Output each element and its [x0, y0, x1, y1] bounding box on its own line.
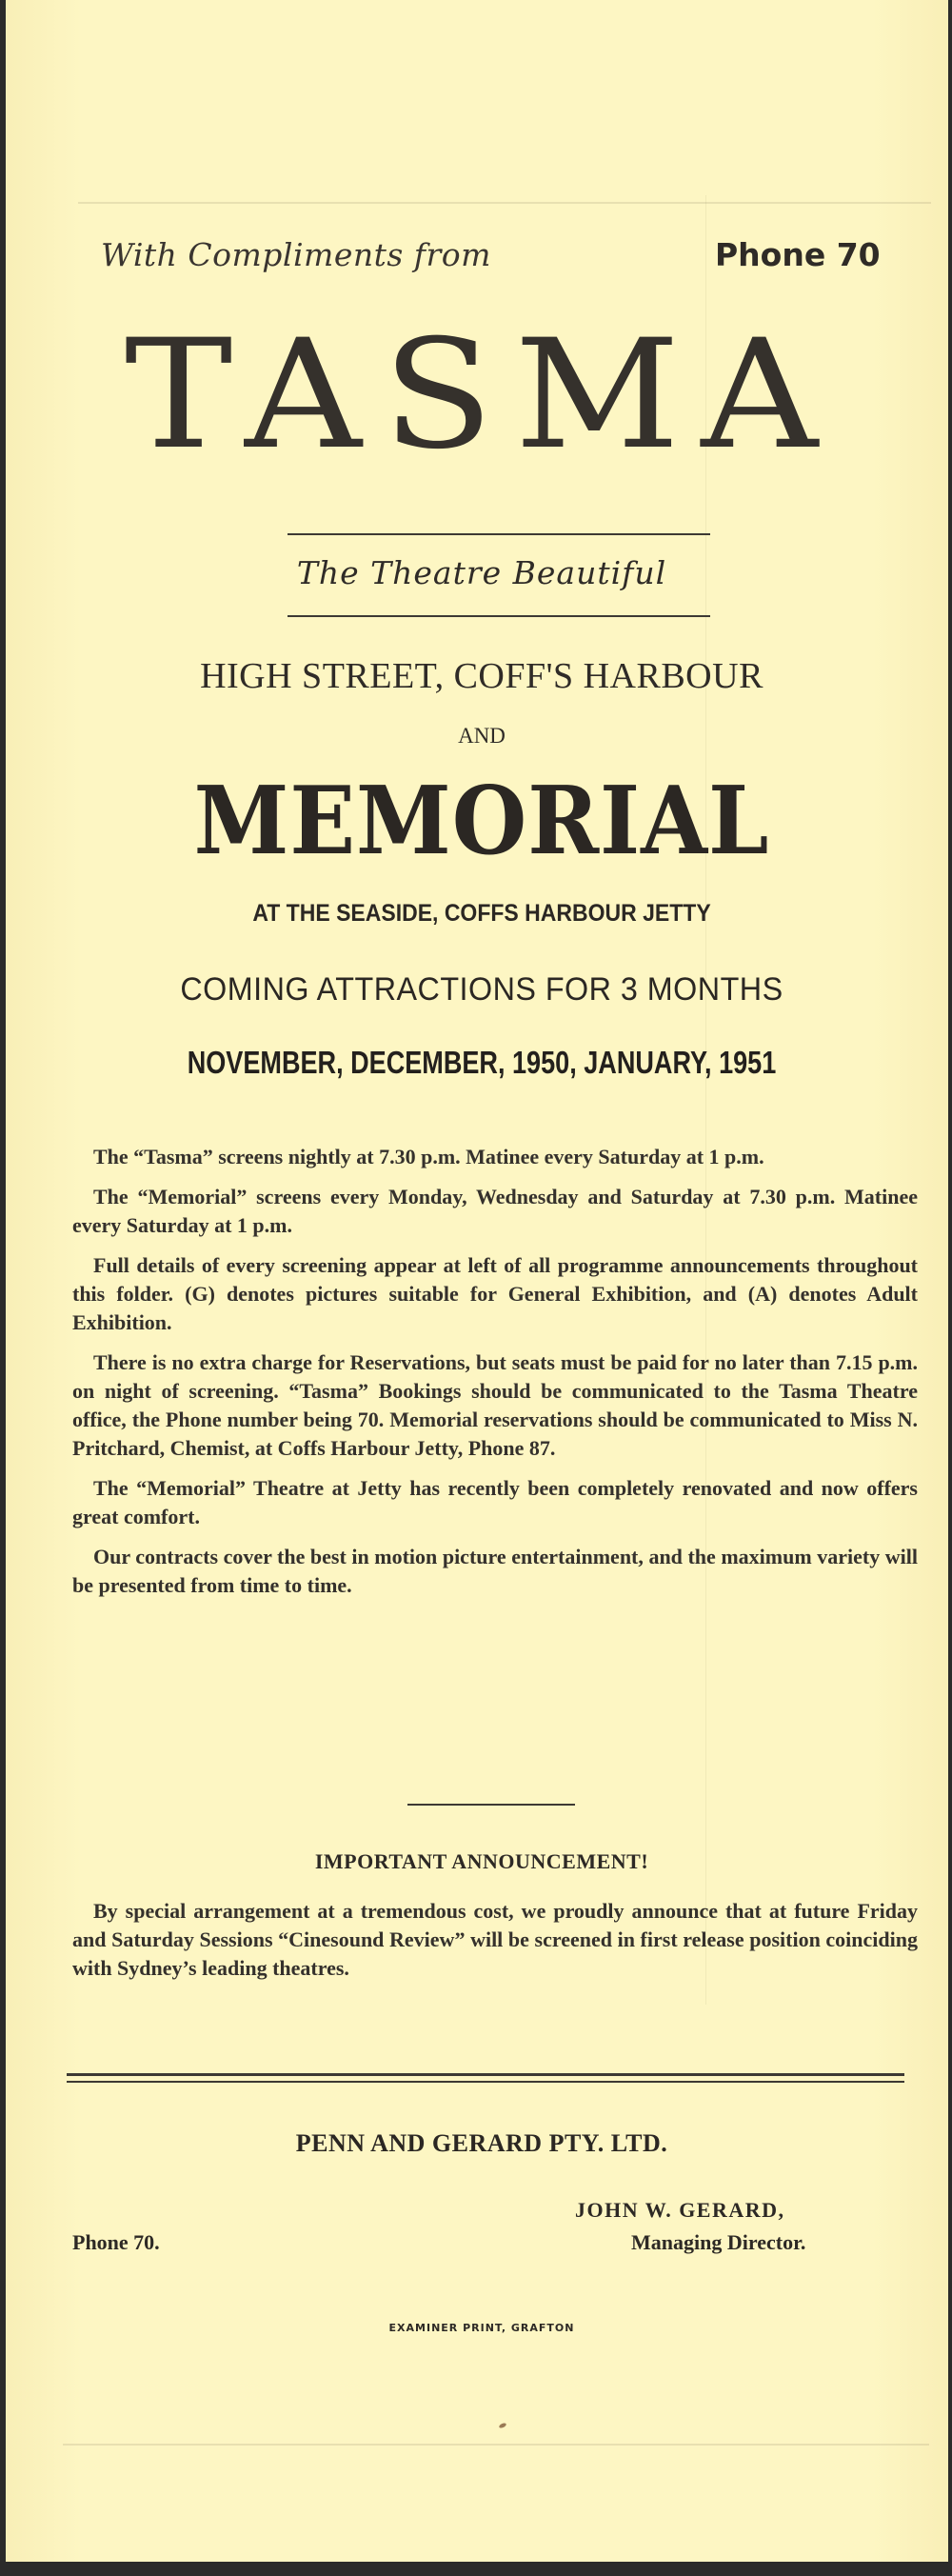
show-through-rule	[63, 2444, 929, 2446]
header-phone: Phone 70	[715, 236, 881, 273]
paper-stain	[499, 2422, 507, 2428]
coming-attractions-headline: COMING ATTRACTIONS FOR 3 MONTHS	[180, 971, 783, 1008]
announcement-text: By special arrangement at a tremendous cost, we proudly announce that at future Friday and Saturday Sessions “Cinesound Review” will be screened in first release position coinciding with Sydney’s leading theatres.	[72, 1899, 918, 1980]
and-connector: AND	[458, 724, 506, 748]
show-through-rule	[78, 202, 931, 204]
tagline-rule-bottom	[288, 615, 710, 617]
tagline: The Theatre Beautiful	[296, 554, 667, 591]
memorial-address: AT THE SEASIDE, COFFS HARBOUR JETTY	[252, 900, 711, 927]
tasma-title: TASMA	[124, 307, 840, 484]
compliments-line: With Compliments from	[101, 236, 491, 273]
footer-phone: Phone 70.	[72, 2230, 160, 2254]
footer-double-rule-bottom	[67, 2081, 904, 2083]
printer-imprint: EXAMINER PRINT, GRAFTON	[388, 2322, 575, 2334]
company-name: PENN AND GERARD PTY. LTD.	[295, 2129, 668, 2157]
director-name: JOHN W. GERARD,	[575, 2198, 785, 2222]
programme-page	[6, 0, 948, 2562]
paragraph-contracts: Our contracts cover the best in motion picture entertainment, and the maximum variety will be presented from time to time.	[72, 1545, 918, 1597]
paragraph-classification: Full details of every screening appear at left of all programme announcements throughout this folder. (G) denotes pictures suitable for General Exhibition, and (A) denotes Adult Exhibition.	[72, 1253, 918, 1334]
programme-period: NOVEMBER, DECEMBER, 1950, JANUARY, 1951	[187, 1045, 777, 1080]
paragraph-reservations: There is no extra charge for Reservations, but seats must be paid for no later than 7.15 p.m. on night of screening. “Tasma” Bookings should be communicated to the Tasma Theatre office, the Phone number being 70. Memorial reservations should be communicated to Miss N. Pritchard, Chemist, at Coffs Harbour Jetty, Phone 87.	[72, 1350, 918, 1460]
memorial-title: MEMORIAL	[193, 767, 770, 876]
section-divider	[407, 1804, 575, 1806]
footer-double-rule-top	[67, 2073, 904, 2076]
announcement-title: IMPORTANT ANNOUNCEMENT!	[314, 1849, 649, 1873]
announcement-block	[72, 1897, 918, 1994]
paragraph-tasma-times: The “Tasma” screens nightly at 7.30 p.m. Matinee every Saturday at 1 p.m.	[93, 1145, 764, 1168]
tagline-rule-top	[288, 533, 710, 535]
paragraph-renovation: The “Memorial” Theatre at Jetty has recently been completely renovated and now offers great comfort.	[72, 1476, 918, 1528]
info-paragraphs	[72, 1143, 918, 1611]
paragraph-memorial-times: The “Memorial” screens every Monday, Wednesday and Saturday at 7.30 p.m. Matinee every Saturday at 1 p.m.	[72, 1185, 918, 1237]
director-title: Managing Director.	[631, 2230, 806, 2254]
tasma-address: HIGH STREET, COFF'S HARBOUR	[200, 656, 764, 696]
